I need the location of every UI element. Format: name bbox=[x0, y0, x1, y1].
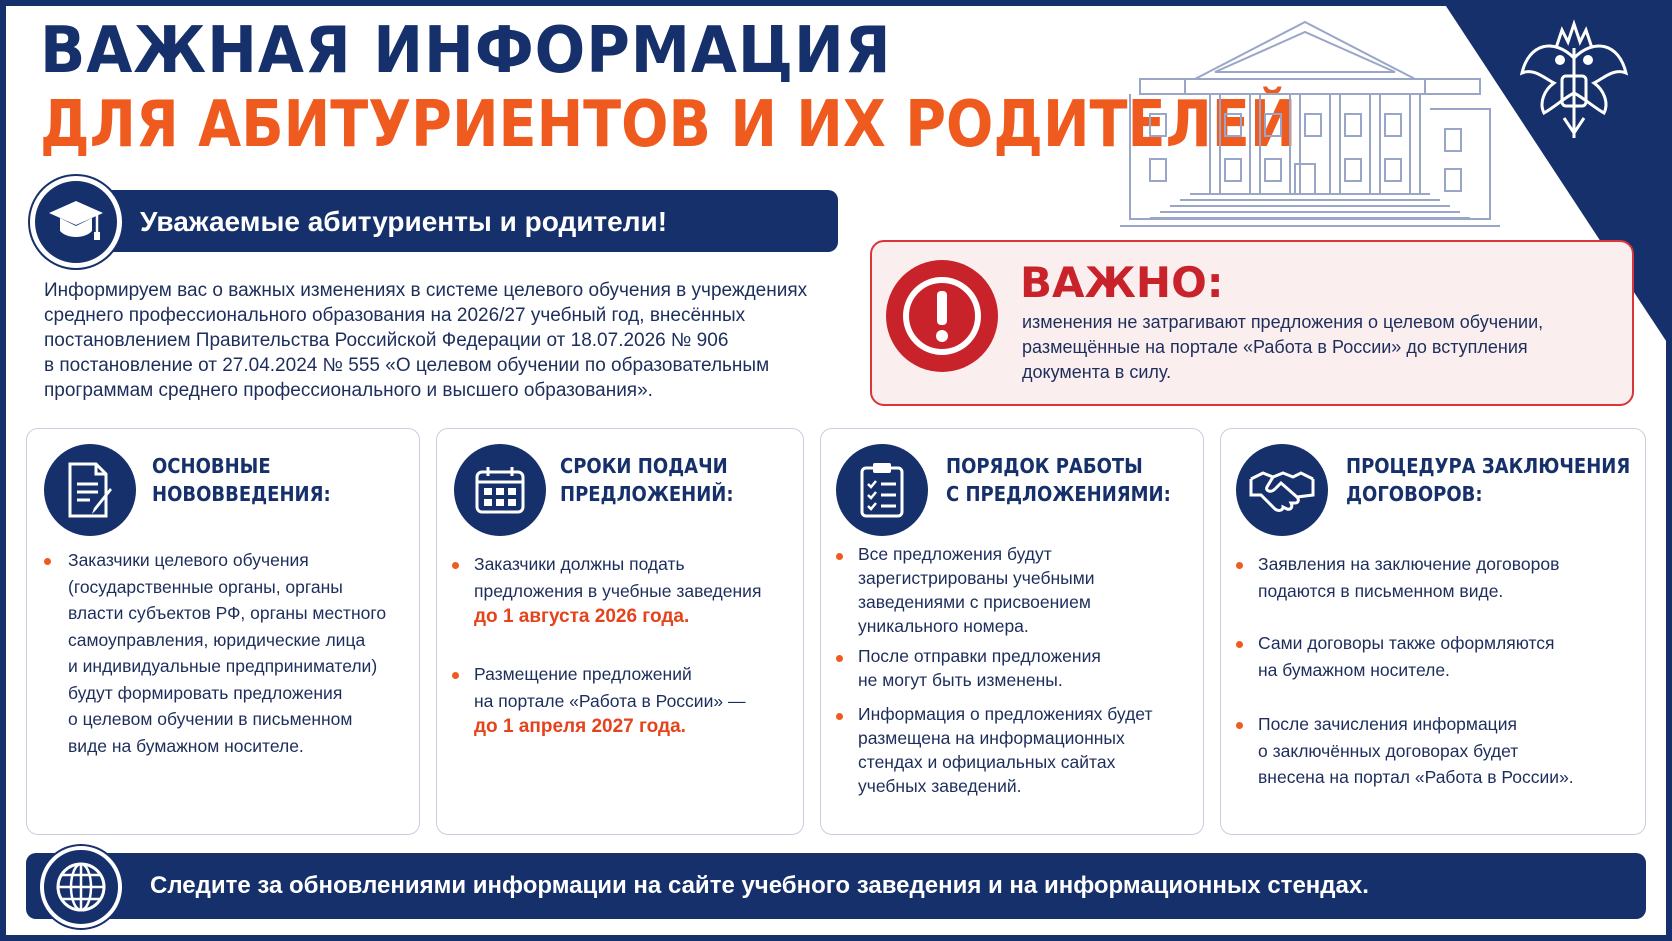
list-line: Сами договоры также оформляются bbox=[1258, 633, 1555, 653]
list-line: заведениями с присвоением bbox=[858, 592, 1091, 612]
globe-icon bbox=[54, 860, 108, 914]
bullet-dot bbox=[452, 562, 459, 569]
list-item bbox=[858, 702, 1152, 798]
list-item bbox=[1258, 711, 1574, 791]
intro-line: в постановление от 27.04.2024 № 555 «О целевом обучении по образовательным bbox=[44, 355, 770, 376]
list-line: Размещение предложений bbox=[474, 664, 692, 684]
list-line: (государственные органы, органы bbox=[68, 576, 343, 597]
exclamation-icon bbox=[899, 273, 985, 359]
card-title-line: ПРЕДЛОЖЕНИЙ: bbox=[560, 482, 734, 506]
university-building-icon bbox=[1100, 14, 1520, 239]
greeting-icon-badge bbox=[30, 176, 122, 268]
list-line: Заказчики целевого обучения bbox=[68, 550, 309, 570]
greeting-text: Уважаемые абитуриенты и родители! bbox=[140, 206, 668, 237]
intro-line: постановлением Правительства Российской Федерации от 18.07.2026 № 906 bbox=[44, 330, 729, 351]
important-line: размещённые на портале «Работа в России» до вступления bbox=[1022, 337, 1528, 357]
list-line: уникального номера. bbox=[858, 616, 1029, 636]
calendar-icon bbox=[472, 462, 528, 518]
card-title-line: С ПРЕДЛОЖЕНИЯМИ: bbox=[946, 482, 1171, 506]
bullet-dot bbox=[1236, 641, 1243, 648]
card-icon-badge bbox=[1236, 444, 1328, 536]
intro-paragraph bbox=[44, 278, 864, 403]
list-item bbox=[474, 551, 761, 631]
list-line: Все предложения будут bbox=[858, 544, 1052, 564]
card-title-line: НОВОВВЕДЕНИЯ: bbox=[152, 482, 331, 506]
bullet-dot bbox=[1236, 562, 1243, 569]
list-line: самоуправления, юридические лица bbox=[68, 629, 366, 650]
card-title bbox=[1346, 452, 1630, 508]
list-item bbox=[474, 661, 745, 741]
list-line: не могут быть изменены. bbox=[858, 670, 1063, 690]
card-icon-badge bbox=[836, 444, 928, 536]
list-line: размещена на информационных bbox=[858, 728, 1125, 748]
page-subtitle: ДЛЯ АБИТУРИЕНТОВ И ИХ РОДИТЕЛЕЙ bbox=[40, 88, 1297, 162]
card-title-line: ОСНОВНЫЕ bbox=[152, 454, 271, 478]
list-line: После зачисления информация bbox=[1258, 714, 1517, 734]
graduation-cap-icon bbox=[47, 199, 105, 245]
list-line: о заключённых договорах будет bbox=[1258, 740, 1519, 761]
list-item bbox=[68, 547, 386, 759]
card-title-line: ПРОЦЕДУРА ЗАКЛЮЧЕНИЯ bbox=[1346, 454, 1631, 478]
footer-text: Следите за обновлениями информации на сайте учебного заведения и на информационных стендах. bbox=[150, 872, 1369, 899]
list-line: будут формировать предложения bbox=[68, 682, 343, 703]
list-line: на портале «Работа в России» — bbox=[474, 690, 746, 711]
coat-of-arms-icon bbox=[1514, 18, 1634, 148]
list-line: зарегистрированы учебными bbox=[858, 568, 1095, 588]
card-title bbox=[560, 452, 734, 508]
card-icon-badge bbox=[44, 444, 136, 536]
card-title-line: ПОРЯДОК РАБОТЫ bbox=[946, 454, 1143, 478]
list-item bbox=[1258, 551, 1559, 604]
card-title-line: ДОГОВОРОВ: bbox=[1346, 482, 1483, 506]
bullet-dot bbox=[44, 558, 51, 565]
important-line: документа в силу. bbox=[1022, 362, 1172, 382]
bullet-dot bbox=[836, 655, 843, 662]
list-line: о целевом обучении в письменном bbox=[68, 709, 353, 729]
handshake-icon bbox=[1249, 465, 1315, 515]
bullet-dot bbox=[1236, 722, 1243, 729]
card-title-line: СРОКИ ПОДАЧИ bbox=[560, 454, 728, 478]
important-text bbox=[1022, 310, 1622, 385]
list-item bbox=[858, 542, 1095, 638]
list-line: Информация о предложениях будет bbox=[858, 704, 1153, 724]
important-icon-badge bbox=[886, 260, 998, 372]
deadline-highlight: до 1 апреля 2027 года. bbox=[474, 716, 686, 737]
page-title: ВАЖНАЯ ИНФОРМАЦИЯ bbox=[40, 14, 892, 88]
document-pen-icon bbox=[62, 460, 118, 520]
list-item bbox=[1258, 630, 1555, 683]
list-line: внесена на портал «Работа в России». bbox=[1258, 767, 1574, 787]
list-line: Заказчики должны подать bbox=[474, 554, 685, 574]
bullet-dot bbox=[836, 713, 843, 720]
footer-icon-badge bbox=[40, 846, 122, 928]
list-line: на бумажном носителе. bbox=[1258, 659, 1450, 680]
bullet-dot bbox=[452, 672, 459, 679]
list-line: подаются в письменном виде. bbox=[1258, 580, 1504, 601]
list-line: предложения в учебные заведения bbox=[474, 580, 762, 601]
deadline-highlight: до 1 августа 2026 года. bbox=[474, 606, 690, 627]
important-line: изменения не затрагивают предложения о целевом обучении, bbox=[1022, 312, 1544, 332]
list-line: Заявления на заключение договоров bbox=[1258, 554, 1560, 574]
list-line: стендах и официальных сайтах bbox=[858, 752, 1116, 772]
card-title bbox=[946, 452, 1171, 508]
important-title: ВАЖНО: bbox=[1020, 258, 1224, 307]
list-line: После отправки предложения bbox=[858, 646, 1101, 666]
intro-line: среднего профессионального образования на 2026/27 учебный год, внесённых bbox=[44, 305, 746, 326]
card-icon-badge bbox=[454, 444, 546, 536]
list-line: власти субъектов РФ, органы местного bbox=[68, 603, 387, 623]
clipboard-checklist-icon bbox=[856, 460, 908, 520]
intro-line: Информируем вас о важных изменениях в системе целевого обучения в учреждениях bbox=[44, 280, 808, 301]
list-item bbox=[858, 644, 1101, 692]
list-line: и индивидуальные предприниматели) bbox=[68, 656, 378, 676]
card-title bbox=[152, 452, 331, 508]
intro-line: программам среднего профессионального и высшего образования». bbox=[44, 380, 653, 401]
list-line: виде на бумажном носителе. bbox=[68, 735, 304, 756]
list-line: учебных заведений. bbox=[858, 776, 1022, 796]
bullet-dot bbox=[836, 553, 843, 560]
